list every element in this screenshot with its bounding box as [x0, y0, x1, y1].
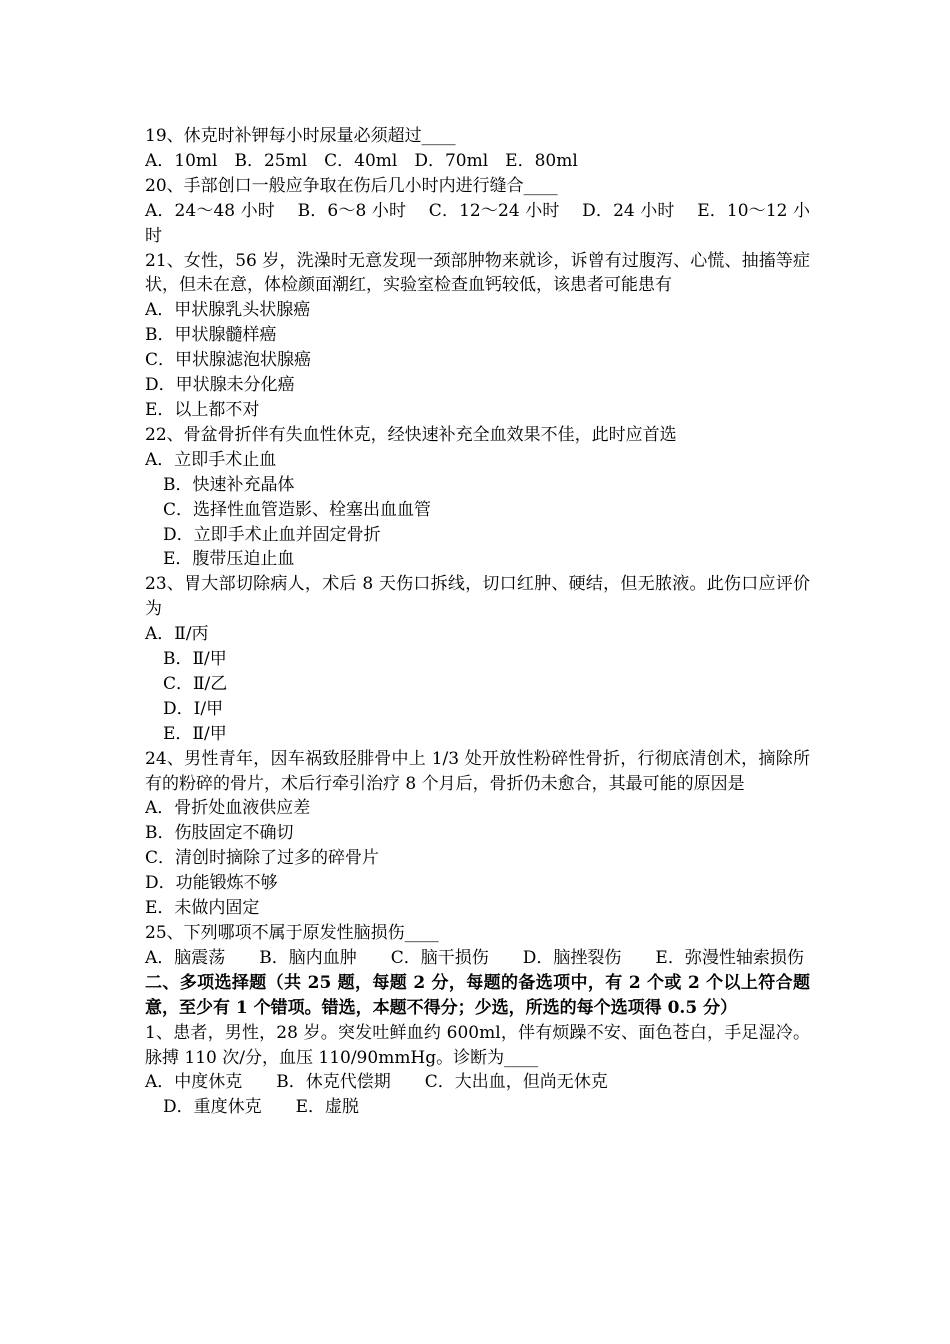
option-c: C．Ⅱ/乙 [163, 673, 228, 694]
question-stem: 1、患者，男性，28 岁。突发吐鲜血约 600ml，伴有烦躁不安、面色苍白，手足湿冷。脉搏 110 次/分，血压 110/90mmHg。诊断为____ [145, 1022, 810, 1068]
option-c: C．清创时摘除了过多的碎骨片 [145, 848, 380, 869]
option-e: E．以上都不对 [145, 399, 260, 420]
question-stem: 20、手部创口一般应争取在伤后几小时内进行缝合____ [145, 175, 558, 196]
section-2 [145, 971, 810, 1021]
option-c: C．甲状腺滤泡状腺癌 [145, 350, 312, 371]
section-heading: 二、多项选择题（共 25 题，每题 2 分，每题的备选项中，有 2 个或 2 个以上符合题意，至少有 1 个错项。错选，本题不得分；少选，所选的每个选项得 0.5 分） [145, 972, 810, 1018]
question-stem: 25、下列哪项不属于原发性脑损伤____ [145, 923, 439, 943]
document-content [145, 124, 810, 1120]
question-options: A．10ml B．25ml C．40ml D．70ml E．80ml [145, 150, 578, 171]
question-25 [145, 921, 810, 971]
question-options-row-2: D．重度休克 E．虚脱 [163, 1097, 360, 1118]
question-24 [145, 747, 810, 921]
multi-question-1 [145, 1021, 810, 1121]
question-stem: 21、女性，56 岁，洗澡时无意发现一颈部肿物来就诊，诉曾有过腹泻、心慌、抽搐等症状，但未在意，体检颜面潮红，实验室检查血钙较低，该患者可能患有 [145, 250, 810, 296]
question-22 [145, 423, 810, 572]
question-stem: 23、胃大部切除病人，术后 8 天伤口拆线，切口红肿、硬结，但无脓液。此伤口应评价为 [145, 574, 810, 620]
question-stem: 19、休克时补钾每小时尿量必须超过____ [145, 126, 456, 146]
option-d: D．Ⅰ/甲 [163, 698, 224, 719]
question-stem: 24、男性青年，因车祸致胫腓骨中上 1/3 处开放性粉碎性骨折，行彻底清创术，摘除所有的粉碎的骨片，术后行牵引治疗 8 个月后，骨折仍未愈合，其最可能的原因是 [145, 748, 810, 794]
option-d: D．立即手术止血并固定骨折 [163, 524, 381, 545]
option-d: D．甲状腺未分化癌 [145, 375, 295, 396]
option-b: B．Ⅱ/甲 [163, 649, 227, 670]
option-b: B．伤肢固定不确切 [145, 823, 294, 844]
option-b: B．甲状腺髓样癌 [145, 325, 277, 346]
question-23 [145, 572, 810, 746]
question-options: A．24～48 小时 B．6～8 小时 C．12～24 小时 D．24 小时 E．10～12 小时 [145, 200, 810, 246]
option-c: C．选择性血管造影、栓塞出血血管 [163, 499, 432, 520]
question-stem: 22、骨盆骨折伴有失血性休克，经快速补充全血效果不佳，此时应首选 [145, 424, 677, 445]
option-e: E．腹带压迫止血 [163, 549, 295, 570]
option-e: E．未做内固定 [145, 898, 260, 919]
option-a: A．Ⅱ/丙 [145, 624, 209, 645]
option-a: A．甲状腺乳头状腺癌 [145, 300, 311, 321]
option-e: E．Ⅱ/甲 [163, 723, 227, 744]
question-21 [145, 249, 810, 423]
question-19 [145, 124, 810, 174]
question-20 [145, 174, 810, 249]
question-options-row-1: A．中度休克 B．休克代偿期 C．大出血，但尚无休克 [145, 1072, 608, 1093]
option-a: A．骨折处血液供应差 [145, 798, 311, 819]
option-d: D．功能锻炼不够 [145, 873, 278, 894]
option-b: B．快速补充晶体 [163, 474, 295, 495]
option-a: A．立即手术止血 [145, 449, 277, 470]
question-options: A．脑震荡 B．脑内血肿 C．脑干损伤 D．脑挫裂伤 E．弥漫性轴索损伤 [145, 947, 804, 968]
